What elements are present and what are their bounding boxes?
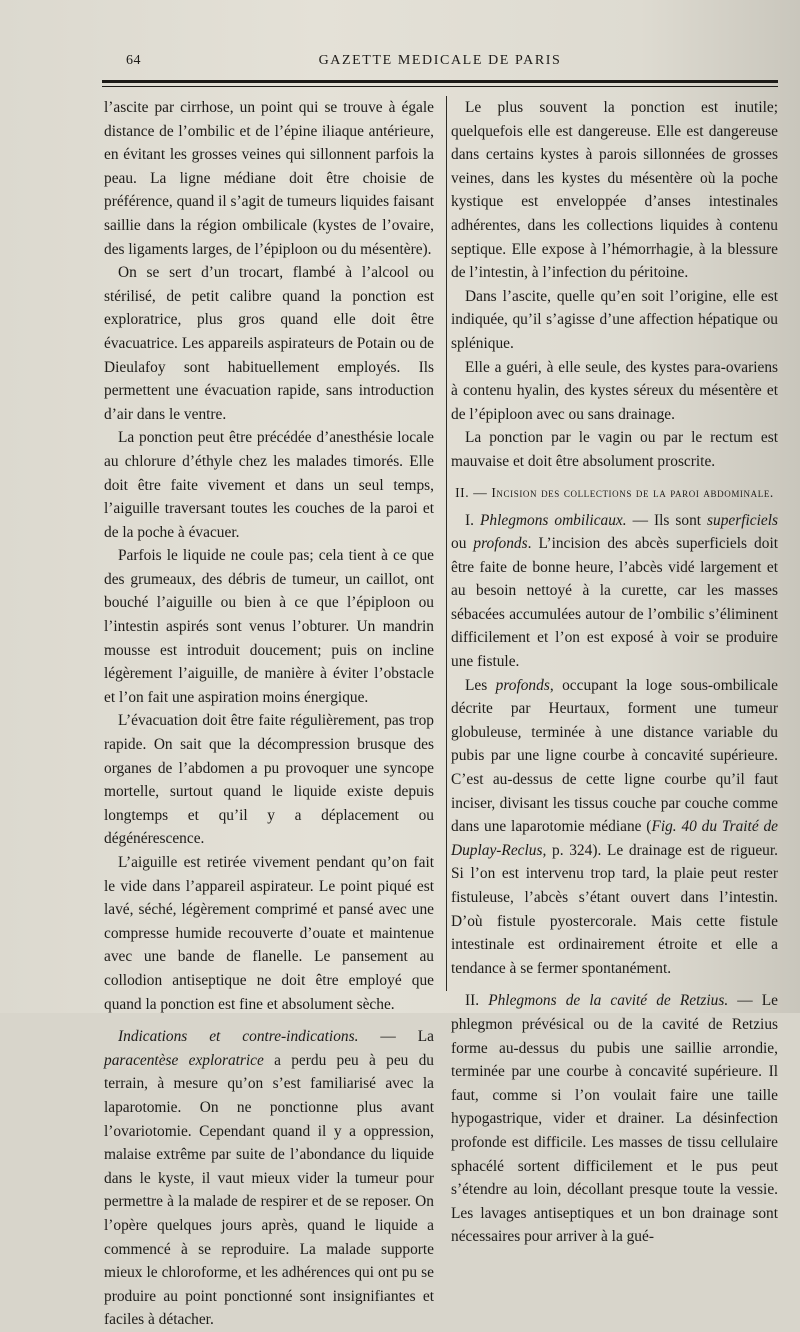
paragraph: Dans l’ascite, quelle qu’en soit l’origine, elle est indiquée, qu’il s’agisse d’une affection hépatique ou splénique. <box>451 287 778 352</box>
paragraph: L’aiguille est retirée vivement pendant qu’on fait le vide dans l’appareil aspirateur. Le point piqué est lavé, séché, légèrement comprimé et pansé avec une compresse humide recouverte d’ouate et maintenue avec une bande de flanelle. Le pansement au collodion antiseptique ne doit être employé que quand la ponction est fine et absolument sèche. <box>104 854 434 1013</box>
page-header <box>104 53 776 75</box>
term: profonds <box>473 535 528 553</box>
paragraph-phlegmons-ombilicaux: I. Phlegmons ombilicaux. — Ils sont superficiels ou profonds. L’incision des abcès superficiels doit être faite de bonne heure, l’abcès vidé largement et au besoin nettoyé à la curette, car les masses sébacées accumulées autour de l’ombilic s’éliminent difficilement et l’on est exposé à voir se produire une fistule. <box>451 511 778 671</box>
paragraph: Parfois le liquide ne coule pas; cela tient à ce que des grumeaux, des débris de tumeur, un caillot, ont bouché l’aiguille ou bien à ce que l’épiploon ou l’intestin aspirés sont venus l’obturer. Un mandrin mousse est introduit doucement; puis on incline légèrement l’aiguille, de manière à éviter l’obstacle et l’on fait une aspiration moins énergique. <box>104 547 434 706</box>
paragraph: On se sert d’un trocart, flambé à l’alcool ou stérilisé, de petit calibre quand la ponction est exploratrice, plus gros quand elle doit être évacuatrice. Les appareils aspirateurs de Potain ou de Dieulafoy sont habituellement employés. Ils permettent une évacuation rapide, sans introduction d’air dans le ventre. <box>104 264 434 423</box>
running-title: GAZETTE MEDICALE DE PARIS <box>318 53 562 68</box>
term: superficiels <box>707 511 778 529</box>
paragraph: Elle a guéri, à elle seule, des kystes para-ovariens à contenu hyalin, des kystes séreux du mésentère et de l’épiploon avec ou sans drainage. <box>451 358 778 423</box>
page-number: 64 <box>126 53 141 68</box>
header-rule-thin <box>102 86 778 87</box>
subheading: Indications et contre-indications. <box>118 1028 359 1046</box>
section-number: II. — <box>455 484 488 500</box>
paragraph: La ponction peut être précédée d’anesthésie locale au chlorure d’éthyle chez les malades timorés. Elle doit être faite vivement et dans un seul temps, l’aiguille traversant toutes les couches de la paroi et de la poche à évacuer. <box>104 429 434 541</box>
paragraph-indications: Indications et contre-indications. — La paracentèse exploratrice a perdu peu à peu du terrain, à mesure qu’on s’est familiarisé avec la laparotomie. On ne ponctionne plus avant l’ovariotomie. Cependant quand il y a oppression, malaise extrême par suite de l’abondance du liquide dans le kyste, il vaut mieux vider la tumeur pour permettre à la malade de respirer et de se reposer. On l’opère quelques jours après, quand le liquide a commencé à se reproduire. La malade supporte mieux le chloroforme, et les adhérences qui ont pu se produire au point ponctionné sont insignifiantes et faciles à détacher. <box>104 1028 435 1329</box>
section-heading: Incision des collections de la paroi abdominale. <box>491 484 774 500</box>
paragraph: Le plus souvent la ponction est inutile; quelquefois elle est dangereuse. Elle est dangereuse dans certains kystes à parois sillonnées de grosses veines, dans les kystes du mésentère où la poche kystique est enveloppée d’anses intestinales adhérentes, dans les collections liquides à contenu septique. Elle expose à l’hémorrhagie, à la blessure de l’intestin, à l’infection du péritoine. <box>451 99 778 282</box>
subheading: Phlegmons de la cavité de Retzius. <box>488 992 729 1010</box>
reference: Fig. 40 du Traité de Duplay-Reclus, <box>451 818 778 859</box>
left-column <box>104 96 434 1332</box>
paragraph: L’évacuation doit être faite régulièrement, pas trop rapide. On sait que la décompression brusque des organes de l’abdomen a pu provoquer une syncope mortelle, surtout quand le liquide existe depuis longtemps et qu’il y a déplacement ou dégénérescence. <box>104 712 434 848</box>
term: profonds <box>495 676 550 694</box>
term: paracentèse exploratrice <box>104 1051 264 1069</box>
paragraph-retzius: II. Phlegmons de la cavité de Retzius. — Le phlegmon prévésical ou de la cavité de Retzius forme au-dessus du pubis une saillie arrondie, terminée par une courbe à concavité supérieure. Il faut, comme si l’on voulait faire une taille hypogastrique, vider et drainer. La désinfection profonde est difficile. Les masses de tissu cellulaire sphacélé sortent difficilement et le pus peut s’étendre au loin, décollant presque toute la vessie. Les lavages antiseptiques et un bon drainage sont nécessaires pour arriver à la gué- <box>451 992 778 1246</box>
section-title <box>451 483 778 503</box>
paragraph: l’ascite par cirrhose, un point qui se trouve à égale distance de l’ombilic et de l’épine iliaque antérieure, en évitant les grosses veines qui sillonnent parfois la peau. La ligne médiane doit être choisie de préférence, quand il s’agit de tumeurs liquides faisant saillie dans la région ombilicale (kystes de l’ovaire, des ligaments larges, de l’épiploon ou du mésentère). <box>104 99 434 258</box>
paragraph-profonds: Les profonds, occupant la loge sous-ombilicale décrite par Heurtaux, forment une tumeur globuleuse, terminée à une distance variable du pubis par une ligne courbe à concavité supérieure. C’est au-dessus de cette ligne courbe qu’il faut inciser, divisant les tissus couche par couche comme dans une laparotomie médiane (Fig. 40 du Traité de Duplay-Reclus, p. 324). Le drainage est de rigueur. Si l’on est intervenu trop tard, la plaie peut rester fistuleuse, l’abcès s’étant ouvert dans l’intestin. D’où fistule pyostercorale. Mais cette fistule intestinale est ordinairement étroite et elle a tendance à se fermer spontanément. <box>451 676 778 977</box>
column-divider <box>446 96 447 991</box>
subheading: Phlegmons ombilicaux. <box>479 511 627 529</box>
right-column <box>451 96 778 1249</box>
header-rule-thick <box>102 80 778 83</box>
paragraph: La ponction par le vagin ou par le rectum est mauvaise et doit être absolument proscrite. <box>451 429 778 470</box>
